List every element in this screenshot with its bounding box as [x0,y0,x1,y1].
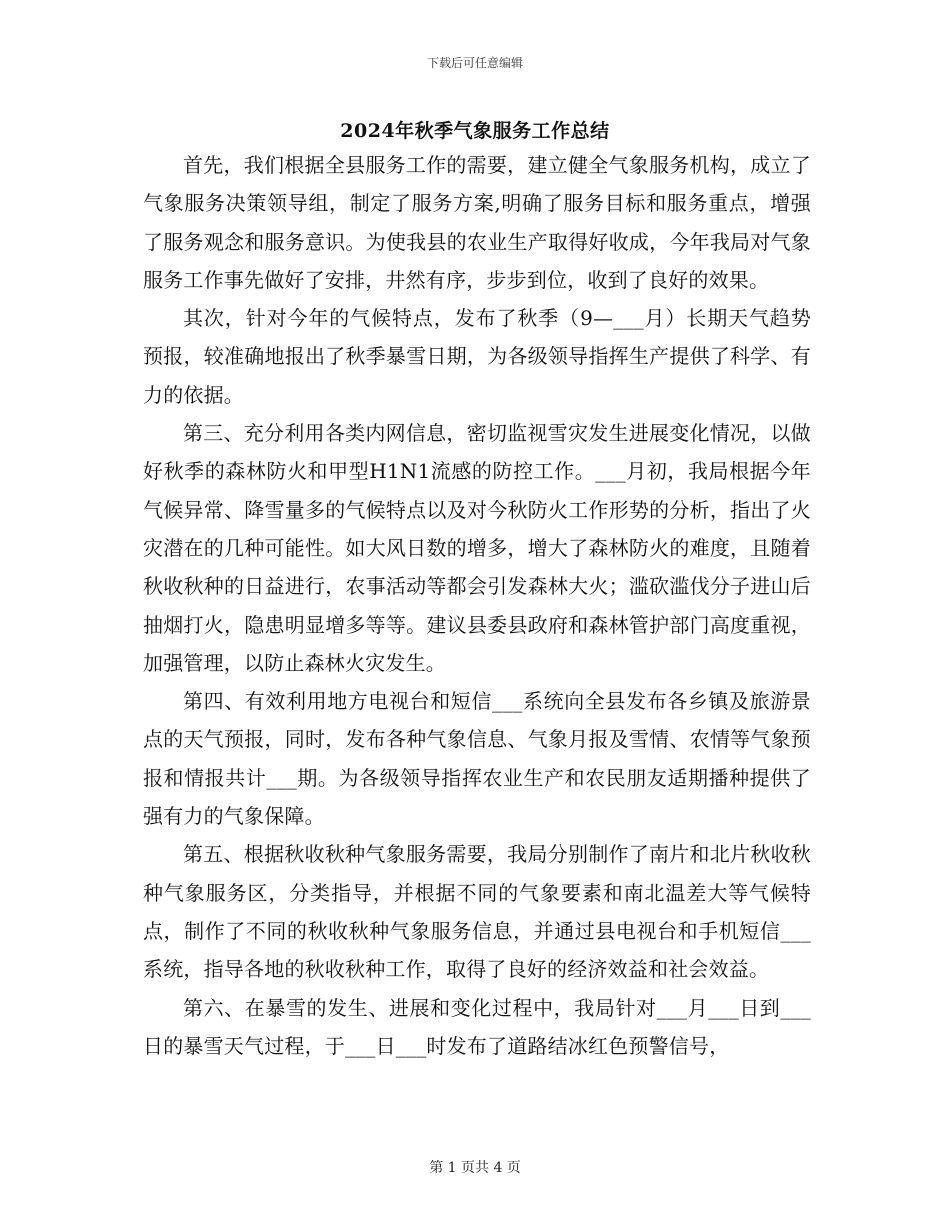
header-note: 下载后可任意编辑 [426,56,523,70]
paragraph: 第六、在暴雪的发生、进展和变化过程中，我局针对___月___日到___日的暴雪天气过程，于___日___时发布了道路结冰红色预警信号， [143,995,811,1058]
page-number: 第 1 页共 4 页 [429,1160,521,1176]
paragraph: 其次，针对今年的气候特点，发布了秋季（9—___月）长期天气趋势预报，较准确地报出了秋季暴雪日期，为各级领导指挥生产提供了科学、有力的依据。 [143,306,811,407]
paragraph: 第三、充分利用各类内网信息，密切监视雪灾发生进展变化情况，以做好秋季的森林防火和甲型H1N1流感的防控工作。___月初，我局根据今年气候异常、降雪量多的气候特点以及对今秋防火工作形势的分析，指出了火灾潜在的几种可能性。如大风日数的增多，增大了森林防火的难度，且随着秋收秋种的日益进行，农事活动等都会引发森林大火；滥砍滥伐分子进山后抽烟打火，隐患明显增多等等。建议县委县政府和森林管护部门高度重视，加强管理，以防止森林火灾发生。 [143,421,811,675]
document-body [143,146,811,1065]
paragraph: 第四、有效利用地方电视台和短信___系统向全县发布各乡镇及旅游景点的天气预报，同时，发布各种气象信息、气象月报及雪情、农情等气象预报和情报共计___期。为各级领导指挥农业生产和农民朋友适期播种提供了强有力的气象保障。 [143,689,811,829]
document-title: 2024年秋季气象服务工作总结 [340,120,610,142]
paragraph: 首先，我们根据全县服务工作的需要，建立健全气象服务机构，成立了气象服务决策领导组，制定了服务方案,明确了服务目标和服务重点，增强了服务观念和服务意识。为使我县的农业生产取得好收成，今年我局对气象服务工作事先做好了安排，井然有序，步步到位，收到了良好的效果。 [143,153,811,292]
paragraph: 第五、根据秋收秋种气象服务需要，我局分别制作了南片和北片秋收秋种气象服务区，分类指导，并根据不同的气象要素和南北温差大等气候特点，制作了不同的秋收秋种气象服务信息，并通过县电视台和手机短信___系统，指导各地的秋收秋种工作，取得了良好的经济效益和社会效益。 [143,842,811,982]
